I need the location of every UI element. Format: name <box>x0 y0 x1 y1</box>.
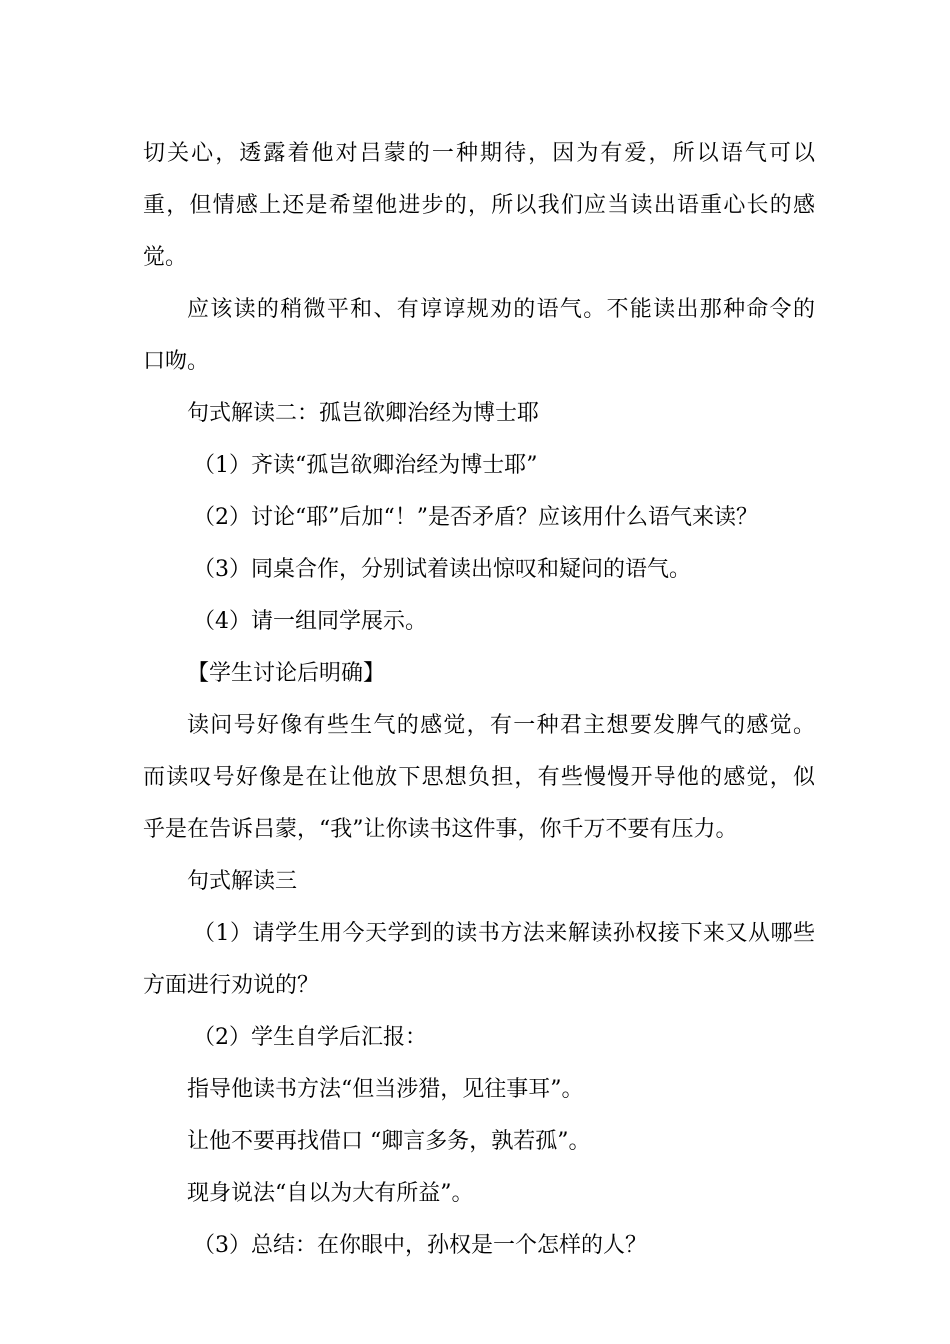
section-heading: 句式解读三 <box>187 869 298 894</box>
list-item: （1）齐读“孤岂欲卿治经为博士耶” <box>193 453 538 478</box>
paragraph-line: 乎是在告诉吕蒙，“我”让你读书这件事，你千万不要有压力。 <box>143 817 738 842</box>
list-item: （1）请学生用今天学到的读书方法来解读孙权接下来又从哪些 <box>193 921 815 946</box>
paragraph-line: 指导他读书方法“但当涉猎，见往事耳”。 <box>187 1077 584 1102</box>
section-heading: 句式解读二：孤岂欲卿治经为博士耶 <box>187 401 540 426</box>
paragraph-line: 现身说法“自以为大有所益”。 <box>187 1181 474 1206</box>
discussion-heading: 【学生讨论后明确】 <box>187 661 386 686</box>
paragraph-line: 切关心，透露着他对吕蒙的一种期待，因为有爱，所以语气可以 <box>143 141 815 166</box>
paragraph-line: 让他不要再找借口 “卿言多务，孰若孤”。 <box>187 1129 591 1154</box>
paragraph-line: 而读叹号好像是在让他放下思想负担，有些慢慢开导他的感觉，似 <box>143 765 815 790</box>
paragraph-line: 觉。 <box>143 245 188 270</box>
paragraph-line: 应该读的稍微平和、有谆谆规劝的语气。不能读出那种命令的 <box>187 297 815 322</box>
list-item: （3）总结：在你眼中，孙权是一个怎样的人？ <box>193 1233 647 1258</box>
paragraph-line: 口吻。 <box>143 349 210 374</box>
paragraph-line: 读问号好像有些生气的感觉，有一种君主想要发脾气的感觉。 <box>187 713 815 738</box>
document-body <box>143 128 815 1272</box>
list-item: （2）学生自学后汇报： <box>193 1025 427 1050</box>
paragraph-line: 方面进行劝说的？ <box>143 973 320 998</box>
list-item: （3）同桌合作，分别试着读出惊叹和疑问的语气。 <box>193 557 691 582</box>
paragraph-line: 重，但情感上还是希望他进步的，所以我们应当读出语重心长的感 <box>143 193 815 218</box>
list-item: （2）讨论“耶”后加“！”是否矛盾？应该用什么语气来读？ <box>193 505 758 530</box>
list-item: （4）请一组同学展示。 <box>193 609 427 634</box>
